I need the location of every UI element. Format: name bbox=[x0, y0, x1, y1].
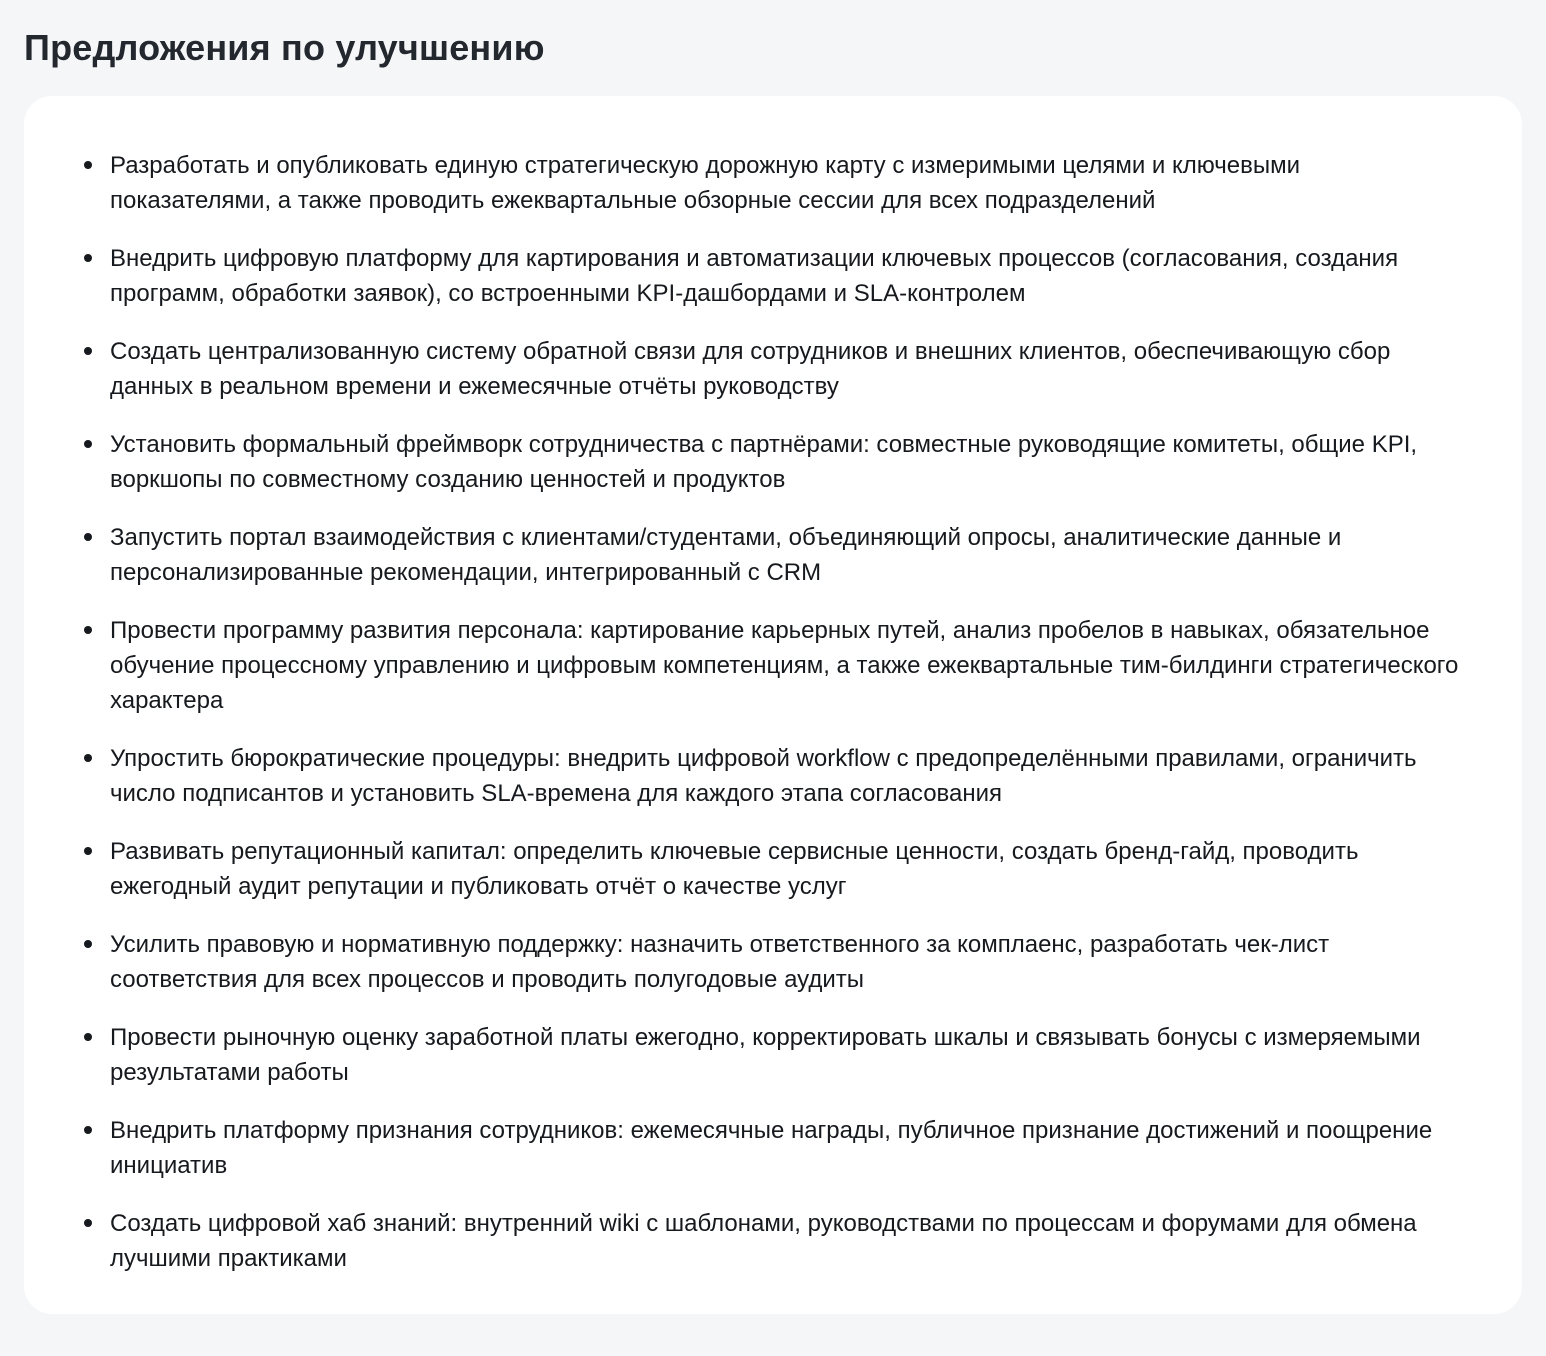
list-item bbox=[84, 334, 1462, 404]
list-item bbox=[84, 427, 1462, 497]
bullet-icon bbox=[84, 940, 92, 948]
list-item bbox=[84, 927, 1462, 997]
list-item bbox=[84, 1206, 1462, 1276]
list-item-text: Создать цифровой хаб знаний: внутренний wiki с шаблонами, руководствами по процессам и форумами для обмена лучшими практиками bbox=[110, 1210, 1417, 1272]
list-item bbox=[84, 1020, 1462, 1090]
list-item-text: Провести рыночную оценку заработной платы ежегодно, корректировать шкалы и связывать бонусы с измеряемыми результатами работы bbox=[110, 1024, 1421, 1086]
bullet-icon bbox=[84, 626, 92, 634]
suggestions-list bbox=[84, 148, 1462, 1276]
bullet-icon bbox=[84, 254, 92, 262]
list-item-text: Запустить портал взаимодействия с клиентами/студентами, объединяющий опросы, аналитические данные и персонализированные рекомендации, интегрированный с CRM bbox=[110, 524, 1342, 586]
list-item-text: Создать централизованную систему обратной связи для сотрудников и внешних клиентов, обеспечивающую сбор данных в реальном времени и ежемесячные отчёты руководству bbox=[110, 338, 1391, 400]
list-item-text: Усилить правовую и нормативную поддержку: назначить ответственного за комплаенс, разработать чек-лист соответствия для всех процессов и проводить полугодовые аудиты bbox=[110, 931, 1330, 993]
bullet-icon bbox=[84, 161, 92, 169]
bullet-icon bbox=[84, 440, 92, 448]
list-item-text: Установить формальный фреймворк сотрудничества с партнёрами: совместные руководящие комитеты, общие KPI, воркшопы по совместному созданию ценностей и продуктов bbox=[110, 431, 1418, 493]
list-item bbox=[84, 834, 1462, 904]
list-item bbox=[84, 613, 1462, 718]
bullet-icon bbox=[84, 1219, 92, 1227]
bullet-icon bbox=[84, 1033, 92, 1041]
list-item bbox=[84, 520, 1462, 590]
list-item bbox=[84, 148, 1462, 218]
bullet-icon bbox=[84, 847, 92, 855]
list-item bbox=[84, 741, 1462, 811]
bullet-icon bbox=[84, 754, 92, 762]
bullet-icon bbox=[84, 533, 92, 541]
bullet-icon bbox=[84, 1126, 92, 1134]
bullet-icon bbox=[84, 347, 92, 355]
list-item bbox=[84, 1113, 1462, 1183]
list-item-text: Упростить бюрократические процедуры: внедрить цифровой workflow с предопределёнными правилами, ограничить число подписантов и установить SLA-времена для каждого этапа согласования bbox=[110, 745, 1417, 807]
list-item-text: Разработать и опубликовать единую стратегическую дорожную карту с измеримыми целями и ключевыми показателями, а также проводить ежеквартальные обзорные сессии для всех подразделений bbox=[110, 152, 1301, 214]
list-item-text: Провести программу развития персонала: картирование карьерных путей, анализ пробелов в навыках, обязательное обучение процессному управлению и цифровым компетенциям, а также ежеквартальные тим-билдинги стратегического характера bbox=[110, 617, 1459, 714]
page-title: Предложения по улучшению bbox=[24, 27, 545, 68]
suggestions-card bbox=[24, 96, 1522, 1314]
list-item bbox=[84, 241, 1462, 311]
list-item-text: Внедрить цифровую платформу для картирования и автоматизации ключевых процессов (согласования, создания программ, обработки заявок), со встроенными KPI-дашбордами и SLA-контролем bbox=[110, 245, 1399, 307]
list-item-text: Развивать репутационный капитал: определить ключевые сервисные ценности, создать бренд-гайд, проводить ежегодный аудит репутации и публиковать отчёт о качестве услуг bbox=[110, 838, 1359, 900]
list-item-text: Внедрить платформу признания сотрудников: ежемесячные награды, публичное признание достижений и поощрение инициатив bbox=[110, 1117, 1433, 1179]
